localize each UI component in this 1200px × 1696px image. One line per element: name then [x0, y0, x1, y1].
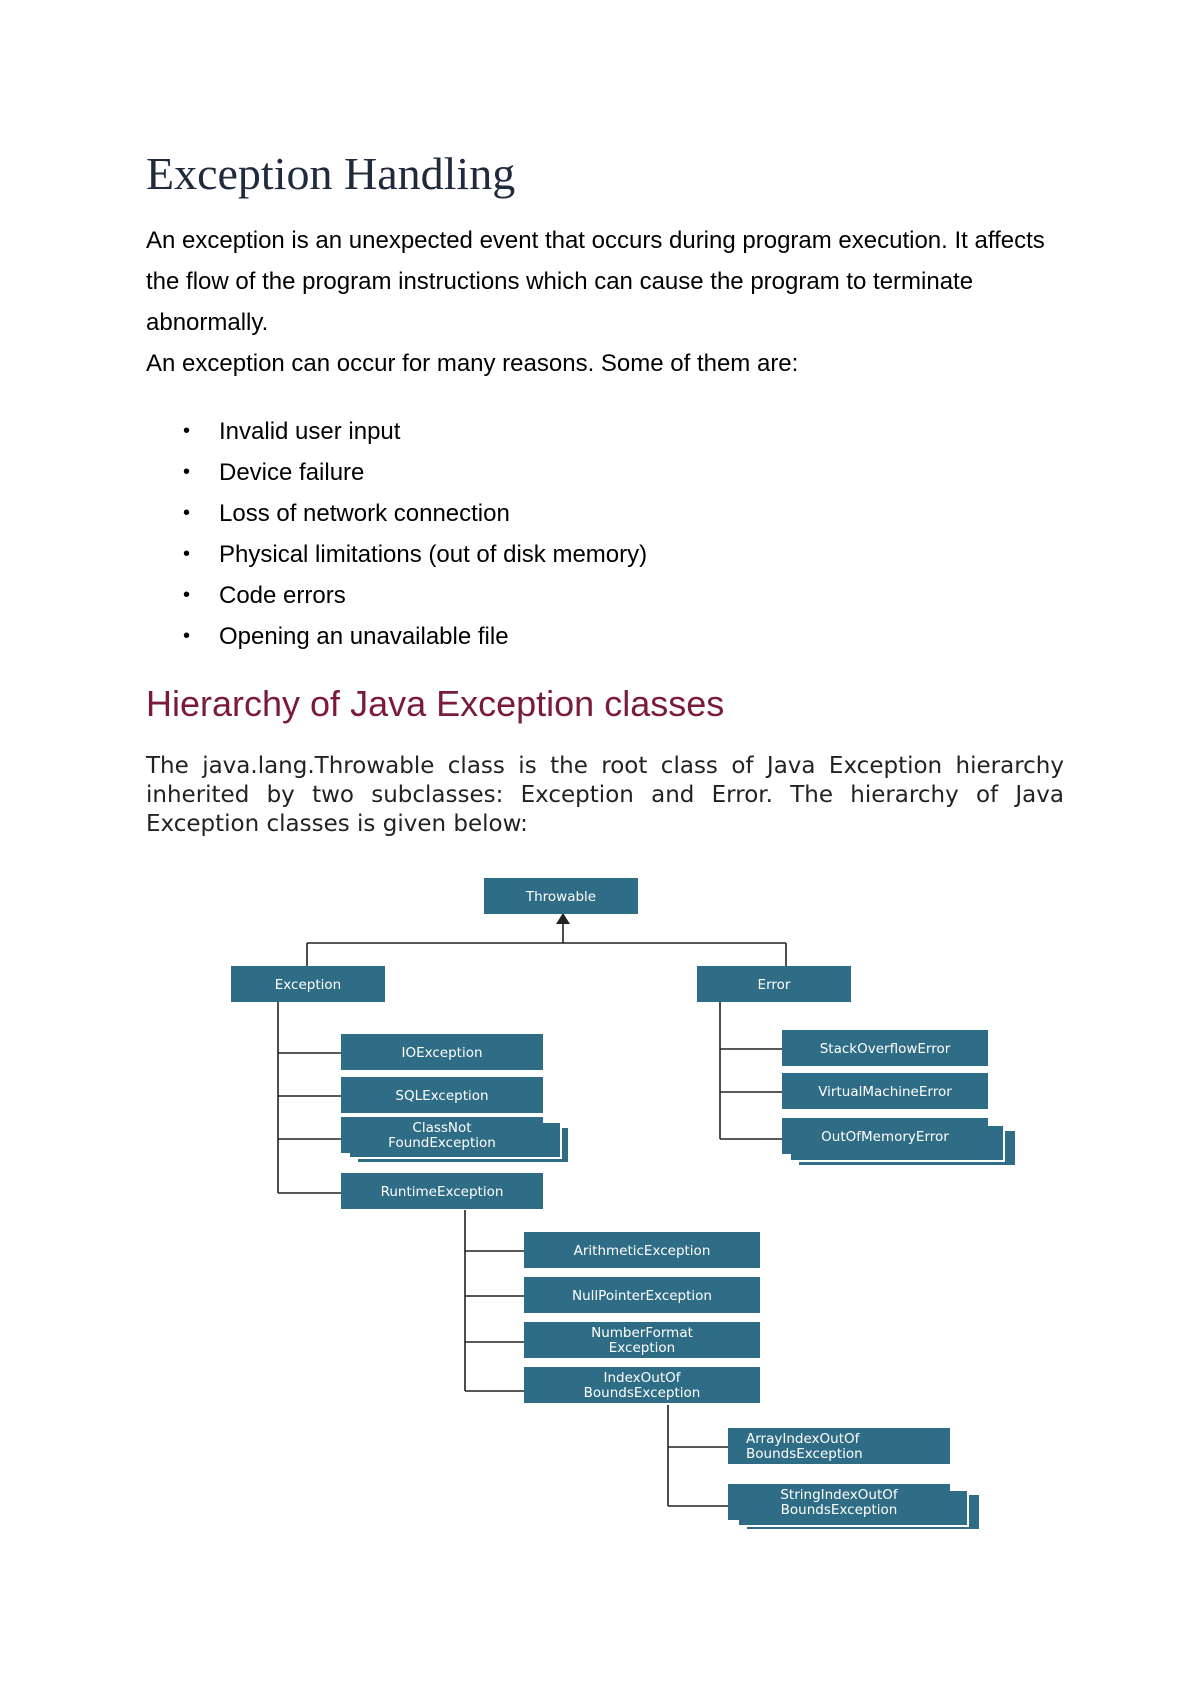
- arrow-up-icon: [556, 913, 570, 924]
- list-item: • Physical limitations (out of disk memory): [146, 534, 647, 575]
- throwable-node: [484, 878, 638, 914]
- numberformatexception-label-line1: NumberFormat: [591, 1325, 693, 1341]
- throwable-label: Throwable: [525, 889, 597, 905]
- bullet-icon: •: [183, 584, 191, 606]
- runtimeexception-label: RuntimeException: [380, 1184, 504, 1200]
- exception-node: [231, 966, 385, 1002]
- exception-label: Exception: [274, 977, 342, 993]
- intro-paragraph-2: An exception can occur for many reasons. Some of them are:: [146, 350, 799, 377]
- ioexception-node: [341, 1034, 543, 1070]
- indexoutofboundsexception-node: [524, 1367, 760, 1403]
- numberformatexception-node: [524, 1322, 760, 1358]
- virtualmachineerror-node: [782, 1073, 988, 1109]
- numberformatexception-label-line2: Exception: [608, 1340, 676, 1356]
- list-item: • Loss of network connection: [146, 493, 647, 534]
- indexoutofboundsexception-label-line1: IndexOutOf: [603, 1370, 681, 1386]
- nullpointerexception-node: [524, 1277, 760, 1313]
- hierarchy-description: The java.lang.Throwable class is the root class of Java Exception hierarchy inherited by two subclasses: Exception and Error. The hierarchy of Java Exception classes is given below:: [146, 753, 1064, 837]
- arrayindexoutofboundsexception-node: [728, 1428, 950, 1464]
- runtimeexception-node: [341, 1173, 543, 1209]
- bullet-icon: •: [183, 420, 191, 442]
- stackoverflowerror-label: StackOverflowError: [819, 1041, 951, 1057]
- outofmemoryerror-node: [782, 1118, 1016, 1166]
- stackoverflowerror-node: [782, 1030, 988, 1066]
- arithmeticexception-node: [524, 1232, 760, 1268]
- classnotfound-label-line2: FoundException: [388, 1135, 496, 1151]
- sqlexception-label: SQLException: [395, 1088, 489, 1104]
- classnotfound-label-line1: ClassNot: [412, 1120, 472, 1136]
- bullet-icon: •: [183, 461, 191, 483]
- list-item: • Code errors: [146, 575, 647, 616]
- stringindexoutofboundsexception-node: [728, 1484, 980, 1530]
- arrayindexoutofboundsexception-label-line1: ArrayIndexOutOf: [746, 1431, 860, 1447]
- stringindexoutofboundsexception-label-line2: BoundsException: [780, 1502, 898, 1518]
- bullet-icon: •: [183, 543, 191, 565]
- page-title: Exception Handling: [146, 148, 516, 199]
- stringindexoutofboundsexception-label-line1: StringIndexOutOf: [780, 1487, 898, 1503]
- intro-paragraph-1: An exception is an unexpected event that occurs during program execution. It affects the flow of the program instructions which can cause the program to terminate abnormally.: [146, 227, 1045, 336]
- list-item: • Invalid user input: [146, 411, 647, 452]
- indexoutofboundsexception-label-line2: BoundsException: [583, 1385, 701, 1401]
- nullpointerexception-label: NullPointerException: [572, 1288, 712, 1304]
- sqlexception-node: [341, 1077, 543, 1113]
- arithmeticexception-label: ArithmeticException: [573, 1243, 711, 1259]
- section-heading: Hierarchy of Java Exception classes: [146, 683, 725, 724]
- error-label: Error: [757, 977, 791, 993]
- outofmemoryerror-label: OutOfMemoryError: [821, 1129, 949, 1145]
- list-item: • Opening an unavailable file: [146, 616, 647, 657]
- bullet-icon: •: [183, 502, 191, 524]
- virtualmachineerror-label: VirtualMachineError: [818, 1084, 952, 1100]
- classnotfound-node: [341, 1117, 569, 1163]
- bullet-icon: •: [183, 625, 191, 647]
- error-node: [697, 966, 851, 1002]
- arrayindexoutofboundsexception-label-line2: BoundsException: [746, 1446, 863, 1462]
- list-item: • Device failure: [146, 452, 647, 493]
- ioexception-label: IOException: [401, 1045, 483, 1061]
